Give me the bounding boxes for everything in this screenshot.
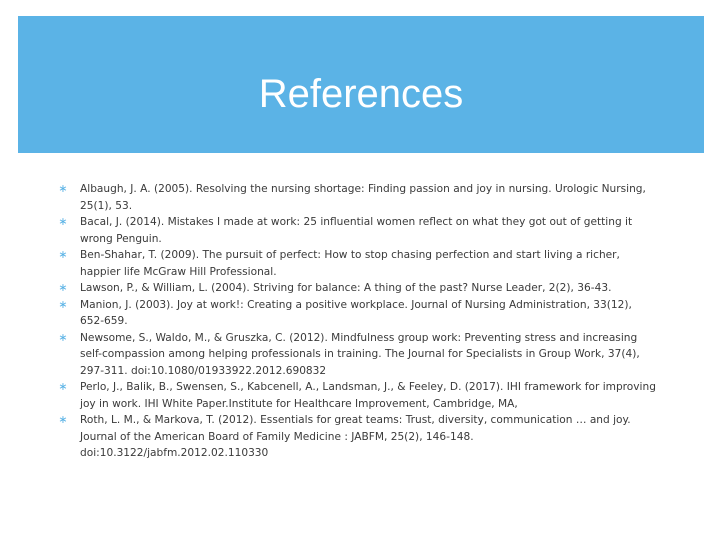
asterisk-bullet-icon: ∗ bbox=[58, 297, 68, 311]
list-item bbox=[56, 297, 656, 330]
asterisk-bullet-icon: ∗ bbox=[58, 281, 68, 294]
title-banner bbox=[18, 16, 704, 153]
reference-text: Lawson, P., & William, L. (2004). Striving for balance: A thing of the past? Nurse Leader, 2(2), 36-43. bbox=[80, 282, 612, 294]
page-title: References bbox=[258, 72, 464, 116]
reference-text: Albaugh, J. A. (2005). Resolving the nursing shortage: Finding passion and joy in nursing. Urologic Nursing, 25(1), 53. bbox=[80, 183, 646, 212]
references-list bbox=[56, 181, 656, 462]
reference-text: Newsome, S., Waldo, M., & Gruszka, C. (2012). Mindfulness group work: Preventing stress and increasing self-compassion among helping professionals in training. The Journal for Specialists in Group Work, 37(4), 297-311. doi:10.1080/01933922.2012.690832 bbox=[80, 331, 640, 377]
list-item bbox=[56, 280, 656, 297]
asterisk-bullet-icon: ∗ bbox=[58, 182, 68, 195]
list-item bbox=[56, 247, 656, 280]
list-item bbox=[56, 412, 656, 462]
asterisk-bullet-icon: ∗ bbox=[58, 215, 68, 228]
asterisk-bullet-icon: ∗ bbox=[58, 380, 68, 393]
list-item bbox=[56, 214, 656, 247]
reference-text: Ben-Shahar, T. (2009). The pursuit of perfect: How to stop chasing perfection and start living a richer, happier life McGraw Hill Professional. bbox=[80, 249, 620, 278]
asterisk-bullet-icon: ∗ bbox=[58, 413, 68, 426]
reference-text: Bacal, J. (2014). Mistakes I made at work: 25 influential women reflect on what they got out of getting it wrong Penguin. bbox=[80, 216, 633, 245]
reference-text: Manion, J. (2003). Joy at work!: Creating a positive workplace. Journal of Nursing Administration, 33(12), 652-659. bbox=[80, 298, 632, 327]
list-item bbox=[56, 181, 656, 214]
asterisk-bullet-icon: ∗ bbox=[58, 330, 68, 344]
reference-text: Perlo, J., Balik, B., Swensen, S., Kabcenell, A., Landsman, J., & Feeley, D. (2017). IHI framework for improving joy in work. IHI White Paper.Institute for Healthcare Improvement, Cambridge, MA, bbox=[80, 381, 656, 410]
list-item bbox=[56, 330, 656, 380]
asterisk-bullet-icon: ∗ bbox=[58, 248, 68, 261]
list-item bbox=[56, 379, 656, 412]
reference-text: Roth, L. M., & Markova, T. (2012). Essentials for great teams: Trust, diversity, communication … and joy. Journal of the American Board of Family Medicine : JABFM, 25(2), 146-148. doi:10.3122/jabfm.2012.02.110330 bbox=[80, 414, 631, 459]
